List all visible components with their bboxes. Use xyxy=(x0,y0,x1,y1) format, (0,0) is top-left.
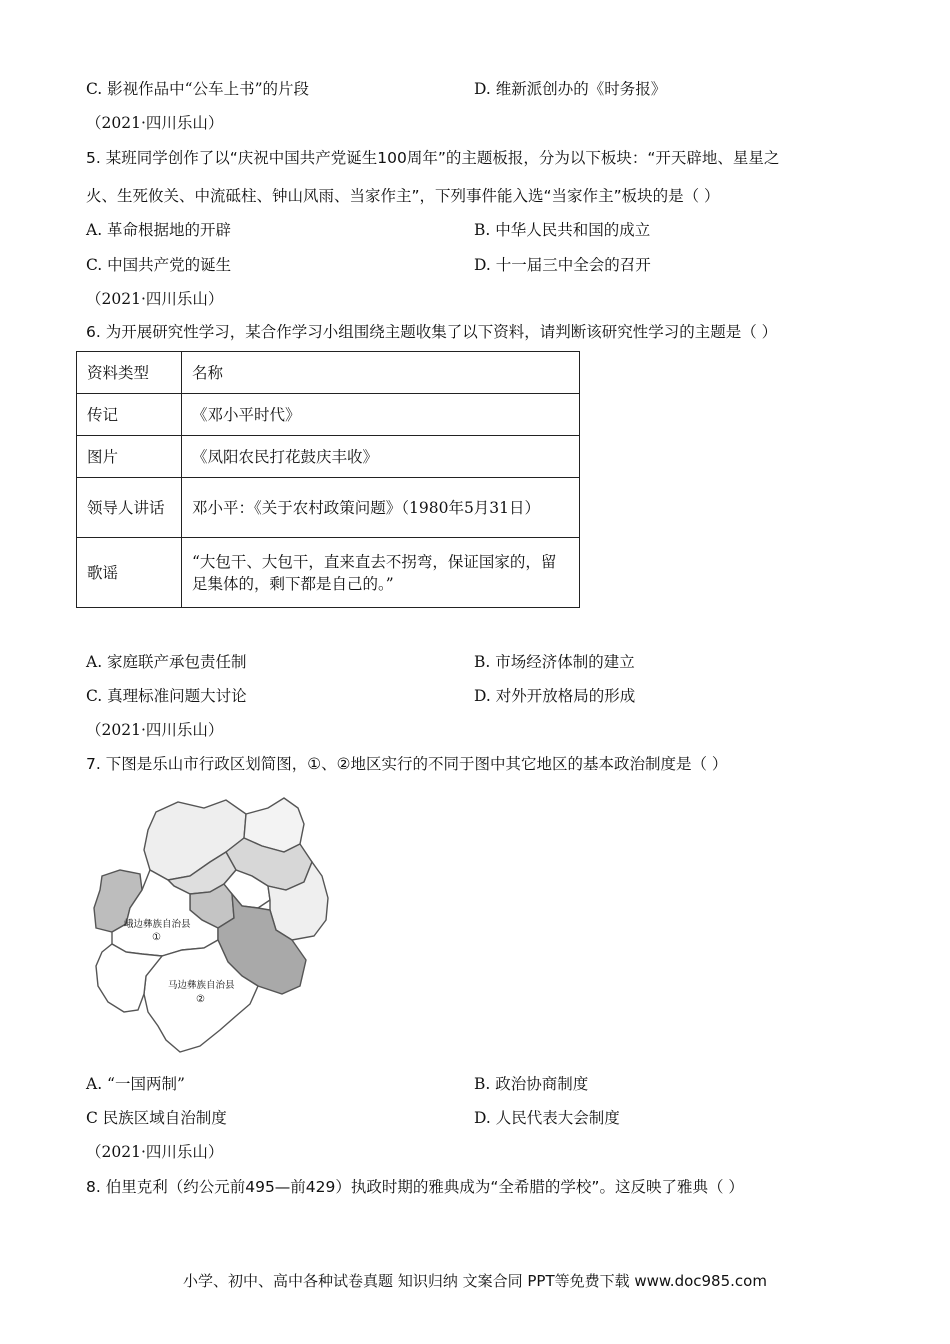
table-cell: 邓小平：《关于农村政策问题》（1980年5月31日） xyxy=(182,478,580,538)
table-cell: 《凤阳农民打花鼓庆丰收》 xyxy=(182,436,580,478)
q7-option-d: D. 人民代表大会制度 xyxy=(474,1109,620,1127)
q7-option-a: A. “一国两制” xyxy=(86,1075,185,1093)
materials-table xyxy=(76,351,580,608)
table-row xyxy=(77,352,580,394)
q7-option-b: B. 政治协商制度 xyxy=(474,1075,589,1093)
table-cell: “大包干、大包干，直来直去不拐弯，保证国家的，留足集体的，剩下都是自己的。” xyxy=(182,538,580,608)
question-8-stem: 8. 伯里克利（约公元前495—前429）执政时期的雅典成为“全希腊的学校”。这反映了雅典（ ） xyxy=(86,1178,744,1196)
table-cell: 领导人讲话 xyxy=(77,478,182,538)
table-row xyxy=(77,538,580,608)
question-6-stem: 6. 为开展研究性学习，某合作学习小组围绕主题收集了以下资料，请判断该研究性学习的主题是（ ） xyxy=(86,323,778,341)
question-source: （2021·四川乐山） xyxy=(86,114,224,132)
question-7-stem: 7. 下图是乐山市行政区划简图，①、②地区实行的不同于图中其它地区的基本政治制度是（ ） xyxy=(86,755,728,773)
page-footer: 小学、初中、高中各种试卷真题 知识归纳 文案合同 PPT等免费下载 www.doc985.com xyxy=(183,1272,767,1290)
map-label-ebian: 峨边彝族自治县 xyxy=(124,919,191,930)
q5-option-d: D. 十一届三中全会的召开 xyxy=(474,256,651,274)
map-label-ebian-num: ① xyxy=(152,932,161,943)
map-label-mabian-num: ② xyxy=(196,994,205,1005)
question-5-stem-line1: 5. 某班同学创作了以“庆祝中国共产党诞生100周年”的主题板报，分为以下板块：“开天辟地、星星之 xyxy=(86,149,780,167)
table-cell: 歌谣 xyxy=(77,538,182,608)
q6-option-d: D. 对外开放格局的形成 xyxy=(474,687,636,705)
q5-option-b: B. 中华人民共和国的成立 xyxy=(474,221,651,239)
table-cell: 《邓小平时代》 xyxy=(182,394,580,436)
q6-option-a: A. 家庭联产承包责任制 xyxy=(86,653,247,671)
question-source: （2021·四川乐山） xyxy=(86,1143,224,1161)
table-cell: 名称 xyxy=(182,352,580,394)
question-5-stem-line2: 火、生死攸关、中流砥柱、钟山风雨、当家作主”，下列事件能入选“当家作主”板块的是（ ） xyxy=(86,187,720,205)
q7-option-c: C 民族区域自治制度 xyxy=(86,1109,227,1127)
question-source: （2021·四川乐山） xyxy=(86,290,224,308)
q5-option-a: A. 革命根据地的开辟 xyxy=(86,221,232,239)
question-source: （2021·四川乐山） xyxy=(86,721,224,739)
q6-option-b: B. 市场经济体制的建立 xyxy=(474,653,635,671)
table-row xyxy=(77,436,580,478)
q6-option-c: C. 真理标准问题大讨论 xyxy=(86,687,247,705)
table-row xyxy=(77,394,580,436)
table-cell: 图片 xyxy=(77,436,182,478)
option-d-prev: D. 维新派创办的《时务报》 xyxy=(474,80,667,98)
leshan-admin-map xyxy=(86,790,366,1065)
table-cell: 传记 xyxy=(77,394,182,436)
table-row xyxy=(77,478,580,538)
map-label-mabian: 马边彝族自治县 xyxy=(168,980,235,991)
q5-option-c: C. 中国共产党的诞生 xyxy=(86,256,232,274)
option-c-prev: C. 影视作品中“公车上书”的片段 xyxy=(86,80,310,98)
table-cell: 资料类型 xyxy=(77,352,182,394)
